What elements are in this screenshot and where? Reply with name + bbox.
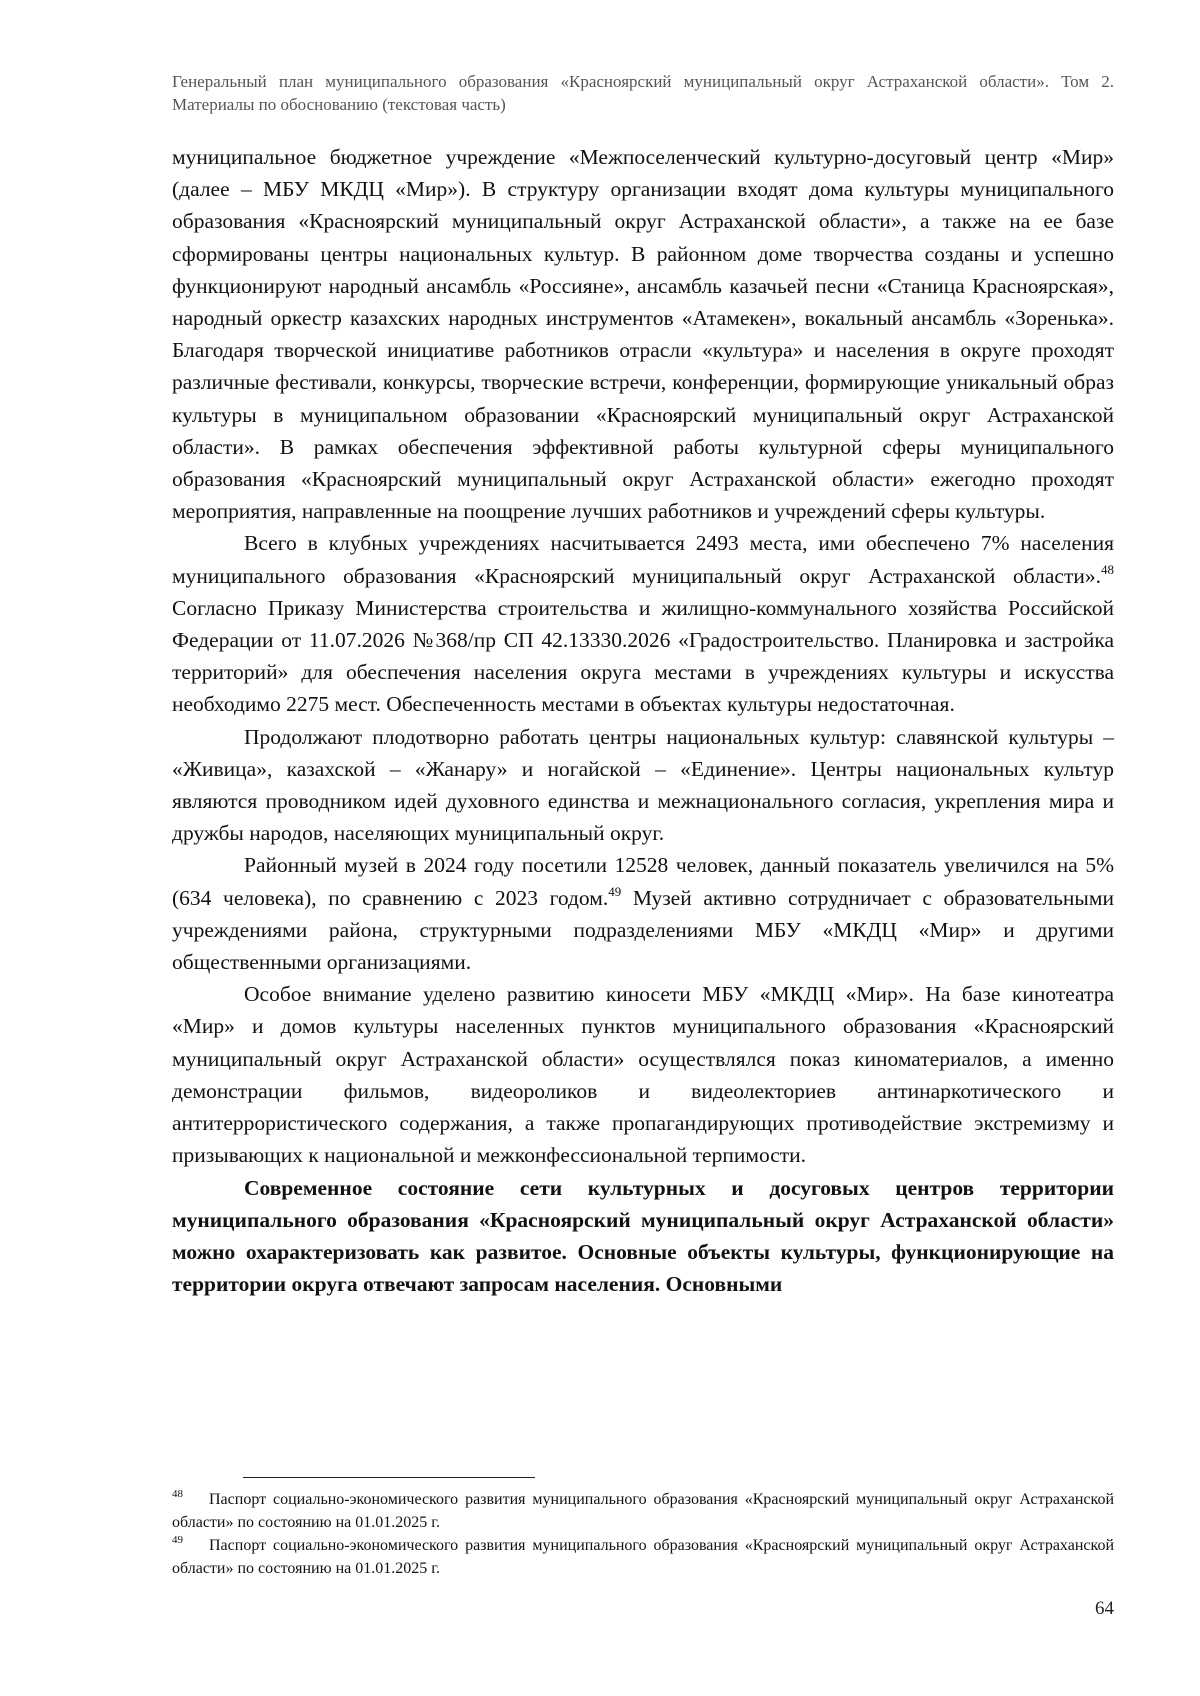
footnotes [172,1488,1114,1580]
paragraph-1: муниципальное бюджетное учреждение «Межпоселенческий культурно-досуговый центр «Мир» (далее – МБУ МКДЦ «Мир»). В структуру организации входят дома культуры муниципального образования «Красноярский муниципальный округ Астраханской области», а также на ее базе сформированы центры национальных культур. В районном доме творчества созданы и успешно функционируют народный ансамбль «Россияне», ансамбль казачьей песни «Станица Красноярская», народный оркестр казахских народных инструментов «Атамекен», вокальный ансамбль «Зоренька». Благодаря творческой инициативе работников отрасли «культура» и населения в округе проходят различные фестивали, конкурсы, творческие встречи, конференции, формирующие уникальный образ культуры в муниципальном образовании «Красноярский муниципальный округ Астраханской области». В рамках обеспечения эффективной работы культурной сферы муниципального образования «Красноярский муниципальный округ Астраханской области» ежегодно проходят мероприятия, направленные на поощрение лучших работников и учреждений сферы культуры. [172,145,1114,524]
paragraph-3: Продолжают плодотворно работать центры национальных культур: славянской культуры – «Живица», казахской – «Жанару» и ногайской – «Единение». Центры национальных культур являются проводником идей духовного единства и межнационального согласия, укрепления мира и дружбы народов, населяющих муниципальный округ. [172,724,1114,846]
paragraph-4 [172,849,1114,978]
footnote-48 [172,1488,1114,1534]
footnote-text: Паспорт социально-экономического развития муниципального образования «Красноярский муниципальный округ Астраханской области» по состоянию на 01.01.2025 г. [172,1491,1114,1531]
footnote-number: 48 [172,1488,183,1500]
footnote-49 [172,1534,1114,1580]
paragraph-6-bold: Современное состояние сети культурных и досуговых центров территории муниципального образования «Красноярский муниципальный округ Астраханской области» можно охарактеризовать как развитое. Основные объекты культуры, функционирующие на территории округа отвечают запросам населения. Основными [172,1175,1114,1297]
page-number: 64 [1095,1598,1114,1619]
footnote-ref-49[interactable]: 49 [608,883,622,899]
paragraph-2 [172,527,1114,720]
footnote-number: 49 [172,1534,183,1546]
paragraph-2-part-b: Согласно Приказу Министерства строительства и жилищно-коммунального хозяйства Российской Федерации от 11.07.2026 №368/пр СП 42.13330.2026 «Градостроительство. Планировка и застройка территорий» для обеспечения населения округа местами в учреждениях культуры и искусства необходимо 2275 мест. Обеспеченность местами в объектах культуры недостаточная. [172,595,1114,717]
footnote-ref-48[interactable]: 48 [1101,561,1114,577]
paragraph-2-part-a: Всего в клубных учреждениях насчитывается 2493 места, ими обеспечено 7% населения муниципального образования «Красноярский муниципальный округ Астраханской области». [172,531,1114,588]
running-header: Генеральный план муниципального образования «Красноярский муниципальный округ Астраханской области». Том 2. Материалы по обоснованию (текстовая часть) [172,72,1114,114]
paragraph-5: Особое внимание уделено развитию киносети МБУ «МКДЦ «Мир». На базе кинотеатра «Мир» и домов культуры населенных пунктов муниципального образования «Красноярский муниципальный округ Астраханской области» осуществлялся показ киноматериалов, а именно демонстрации фильмов, видеороликов и видеолекториев антинаркотического и антитеррористического содержания, а также пропагандирующих противодействие экстремизму и призывающих к национальной и межконфессиональной терпимости. [172,982,1114,1168]
body-text [172,141,1114,1300]
paragraph-4-part-b: Музей активно сотрудничает с образовательными учреждениями района, структурными подразделениями МБУ «МКДЦ «Мир» и другими общественными организациями. [172,885,1114,975]
footnote-text: Паспорт социально-экономического развития муниципального образования «Красноярский муниципальный округ Астраханской области» по состоянию на 01.01.2025 г. [172,1537,1114,1577]
paragraph-4-part-a: Районный музей в 2024 году посетили 12528 человек, данный показатель увеличился на 5% (634 человека), по сравнению с 2023 годом. [172,853,1114,910]
footnote-separator [243,1477,535,1478]
